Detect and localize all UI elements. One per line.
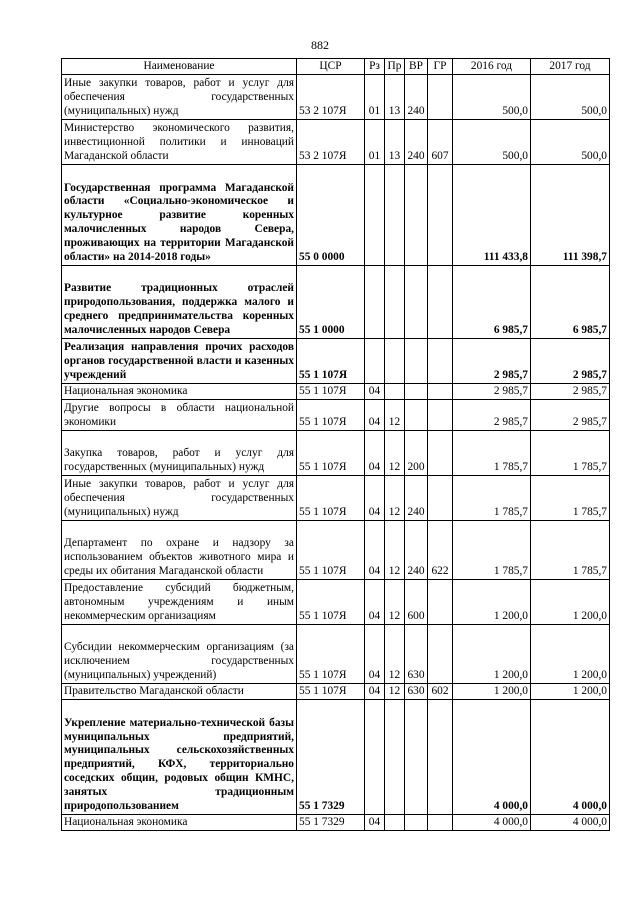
cell-2017: 1 200,0: [531, 580, 610, 625]
cell-rz: [365, 165, 385, 266]
table-row: [62, 431, 610, 476]
cell-vr: 630: [405, 684, 428, 700]
cell-rz: 04: [365, 521, 385, 580]
table-row: [62, 339, 610, 384]
cell-csr: 55 1 0000: [297, 266, 365, 339]
cell-csr: 55 1 107Я: [297, 580, 365, 625]
cell-csr: 55 1 107Я: [297, 476, 365, 521]
cell-csr: 53 2 107Я: [297, 120, 365, 165]
cell-rz: 04: [365, 580, 385, 625]
cell-2016: 500,0: [453, 120, 531, 165]
cell-gr: [428, 431, 453, 476]
cell-name: Иные закупки товаров, работ и услуг для обеспечения государственных (муниципальных) нужд: [62, 476, 297, 521]
page-number: 882: [311, 38, 329, 52]
cell-name: Предоставление субсидий бюджетным, автономным учреждениям и иным некоммерческим организациям: [62, 580, 297, 625]
cell-gr: [428, 384, 453, 400]
cell-vr: 600: [405, 580, 428, 625]
cell-vr: 630: [405, 625, 428, 684]
cell-name: Укрепление материально-технической базы муниципальных предприятий, муниципальных сельскохозяйственных предприятий, КФХ, территориально соседских общин, родовых общин КМНС, занятых традиционным природопользованием: [62, 700, 297, 815]
cell-name: Национальная экономика: [62, 384, 297, 400]
table-row: [62, 700, 610, 815]
cell-pr: [385, 165, 405, 266]
cell-name: Национальная экономика: [62, 815, 297, 831]
cell-gr: [428, 75, 453, 120]
table-row: [62, 684, 610, 700]
header-pr: Пр: [385, 59, 405, 75]
cell-2016: 1 200,0: [453, 684, 531, 700]
cell-vr: 200: [405, 431, 428, 476]
cell-pr: 12: [385, 625, 405, 684]
cell-2017: 4 000,0: [531, 815, 610, 831]
cell-vr: 240: [405, 476, 428, 521]
table-row: [62, 580, 610, 625]
cell-name: Департамент по охране и надзору за использованием объектов животного мира и среды их обитания Магаданской области: [62, 521, 297, 580]
cell-vr: [405, 339, 428, 384]
cell-name: Государственная программа Магаданской области «Социально-экономическое и культурное развитие коренных малочисленных народов Севера, проживающих на территории Магаданской области» на 2014-2018 годы»: [62, 165, 297, 266]
cell-vr: [405, 815, 428, 831]
cell-rz: 01: [365, 120, 385, 165]
table-row: [62, 400, 610, 431]
cell-name: Правительство Магаданской области: [62, 684, 297, 700]
cell-vr: 240: [405, 521, 428, 580]
cell-gr: 622: [428, 521, 453, 580]
cell-rz: 04: [365, 476, 385, 521]
table-row: [62, 120, 610, 165]
cell-gr: [428, 815, 453, 831]
cell-pr: [385, 266, 405, 339]
header-name: Наименование: [62, 59, 297, 75]
table-row: [62, 521, 610, 580]
cell-vr: [405, 266, 428, 339]
cell-2016: 1 200,0: [453, 625, 531, 684]
cell-gr: [428, 700, 453, 815]
cell-vr: 240: [405, 75, 428, 120]
cell-2017: 1 785,7: [531, 431, 610, 476]
cell-pr: 12: [385, 521, 405, 580]
cell-csr: 55 1 107Я: [297, 400, 365, 431]
table-row: [62, 625, 610, 684]
cell-vr: 240: [405, 120, 428, 165]
cell-pr: 12: [385, 684, 405, 700]
cell-rz: 01: [365, 75, 385, 120]
table-row: [62, 476, 610, 521]
cell-rz: [365, 700, 385, 815]
cell-csr: 55 1 107Я: [297, 339, 365, 384]
cell-name: Развитие традиционных отраслей природопользования, поддержка малого и среднего предпринимательства коренных малочисленных народов Севера: [62, 266, 297, 339]
cell-2017: 1 200,0: [531, 625, 610, 684]
cell-2016: 111 433,8: [453, 165, 531, 266]
cell-name: Субсидии некоммерческим организациям (за исключением государственных (муниципальных) учреждений): [62, 625, 297, 684]
cell-csr: 55 1 107Я: [297, 684, 365, 700]
cell-csr: 55 1 7329: [297, 815, 365, 831]
cell-vr: [405, 165, 428, 266]
cell-pr: 13: [385, 120, 405, 165]
cell-gr: [428, 165, 453, 266]
cell-2017: 1 785,7: [531, 521, 610, 580]
header-vr: ВР: [405, 59, 428, 75]
cell-pr: [385, 339, 405, 384]
cell-gr: [428, 266, 453, 339]
cell-rz: 04: [365, 815, 385, 831]
cell-pr: 12: [385, 476, 405, 521]
cell-pr: [385, 815, 405, 831]
cell-2017: 4 000,0: [531, 700, 610, 815]
cell-rz: 04: [365, 384, 385, 400]
header-gr: ГР: [428, 59, 453, 75]
cell-2017: 2 985,7: [531, 400, 610, 431]
header-2017: 2017 год: [531, 59, 610, 75]
cell-rz: 04: [365, 431, 385, 476]
table-body: [62, 75, 610, 831]
cell-2016: 2 985,7: [453, 384, 531, 400]
cell-2017: 6 985,7: [531, 266, 610, 339]
cell-2016: 4 000,0: [453, 815, 531, 831]
cell-vr: [405, 384, 428, 400]
cell-csr: 55 1 107Я: [297, 521, 365, 580]
budget-table: [61, 58, 610, 831]
header-rz: Рз: [365, 59, 385, 75]
cell-2016: 6 985,7: [453, 266, 531, 339]
cell-2016: 2 985,7: [453, 400, 531, 431]
table-row: [62, 815, 610, 831]
cell-2016: 1 200,0: [453, 580, 531, 625]
cell-csr: 55 1 107Я: [297, 625, 365, 684]
cell-pr: 13: [385, 75, 405, 120]
cell-vr: [405, 700, 428, 815]
cell-2017: 500,0: [531, 120, 610, 165]
cell-csr: 55 0 0000: [297, 165, 365, 266]
cell-csr: 55 1 107Я: [297, 431, 365, 476]
cell-rz: [365, 339, 385, 384]
cell-gr: [428, 625, 453, 684]
cell-2017: 500,0: [531, 75, 610, 120]
cell-gr: [428, 476, 453, 521]
table-row: [62, 75, 610, 120]
cell-2016: 500,0: [453, 75, 531, 120]
table-row: [62, 165, 610, 266]
cell-gr: [428, 400, 453, 431]
table-row: [62, 384, 610, 400]
cell-name: Другие вопросы в области национальной экономики: [62, 400, 297, 431]
cell-2016: 4 000,0: [453, 700, 531, 815]
cell-csr: 55 1 107Я: [297, 384, 365, 400]
cell-2016: 1 785,7: [453, 521, 531, 580]
cell-pr: 12: [385, 431, 405, 476]
cell-2017: 2 985,7: [531, 339, 610, 384]
cell-2016: 1 785,7: [453, 476, 531, 521]
cell-name: Закупка товаров, работ и услуг для государственных (муниципальных) нужд: [62, 431, 297, 476]
cell-gr: 602: [428, 684, 453, 700]
cell-pr: [385, 384, 405, 400]
header-csr: ЦСР: [297, 59, 365, 75]
table-header-row: [62, 59, 610, 75]
cell-rz: 04: [365, 625, 385, 684]
cell-2016: 2 985,7: [453, 339, 531, 384]
cell-pr: 12: [385, 580, 405, 625]
cell-2016: 1 785,7: [453, 431, 531, 476]
cell-rz: 04: [365, 684, 385, 700]
cell-name: Министерство экономического развития, инвестиционной политики и инноваций Магаданской области: [62, 120, 297, 165]
cell-pr: 12: [385, 400, 405, 431]
cell-gr: 607: [428, 120, 453, 165]
cell-gr: [428, 580, 453, 625]
table-row: [62, 266, 610, 339]
cell-csr: 53 2 107Я: [297, 75, 365, 120]
cell-2017: 1 785,7: [531, 476, 610, 521]
cell-vr: [405, 400, 428, 431]
cell-pr: [385, 700, 405, 815]
cell-gr: [428, 339, 453, 384]
cell-2017: 111 398,7: [531, 165, 610, 266]
header-2016: 2016 год: [453, 59, 531, 75]
cell-2017: 1 200,0: [531, 684, 610, 700]
cell-2017: 2 985,7: [531, 384, 610, 400]
cell-csr: 55 1 7329: [297, 700, 365, 815]
cell-rz: [365, 266, 385, 339]
cell-name: Реализация направления прочих расходов органов государственной власти и казенных учреждений: [62, 339, 297, 384]
cell-rz: 04: [365, 400, 385, 431]
cell-name: Иные закупки товаров, работ и услуг для обеспечения государственных (муниципальных) нужд: [62, 75, 297, 120]
